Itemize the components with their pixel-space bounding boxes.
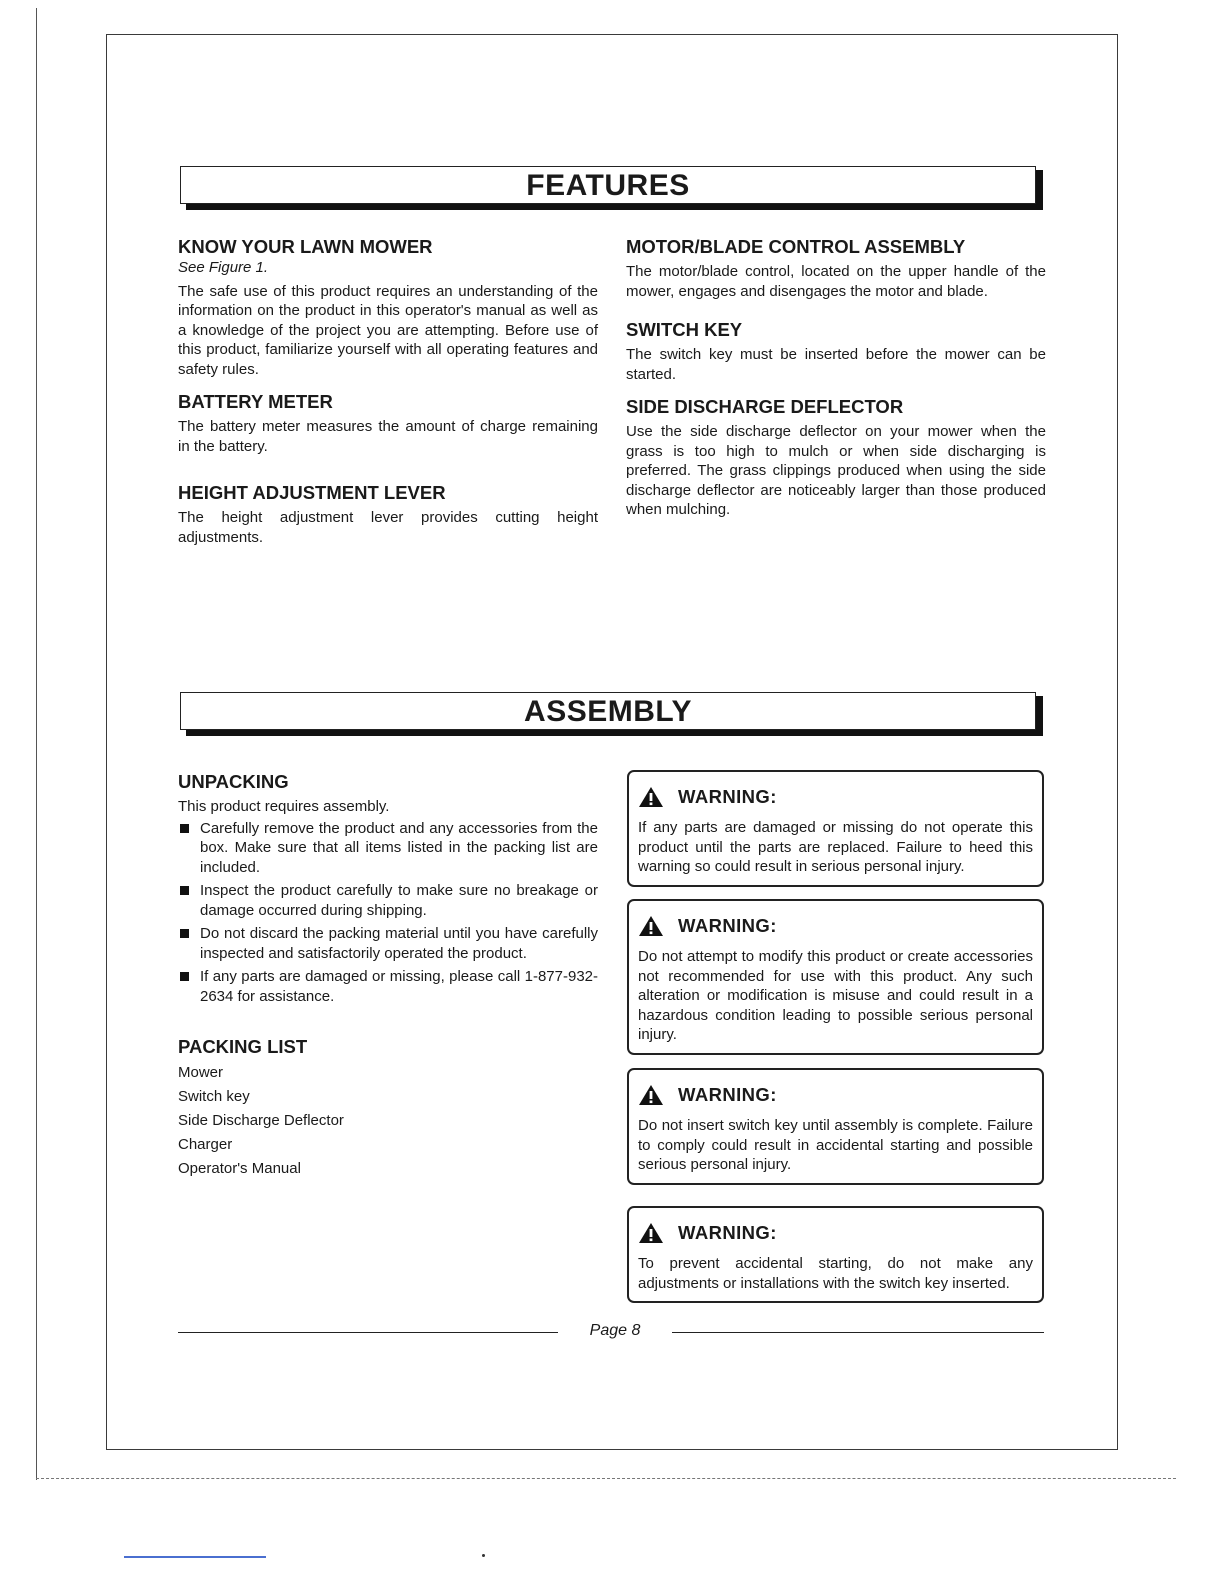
packing-item: Charger	[178, 1136, 233, 1153]
battery-heading: BATTERY METER	[178, 391, 333, 412]
warning-title: WARNING:	[678, 1222, 777, 1243]
warning-triangle-icon	[638, 786, 664, 808]
assembly-banner	[180, 692, 1044, 736]
know-text: The safe use of this product requires an understanding of the information on the product in this operator's manual as well as a knowledge of the project you are attempting. Before use of this product, familiarize yourself with all operating features and safety rules.	[178, 282, 598, 378]
warning-box	[627, 1206, 1044, 1303]
packing-heading: PACKING LIST	[178, 1036, 308, 1057]
warning-text: To prevent accidental starting, do not make any adjustments or installations with the switch key inserted.	[638, 1255, 1033, 1292]
warning-text: If any parts are damaged or missing do not operate this product until the parts are replaced. Failure to heed this warning so could result in serious personal injury.	[638, 819, 1033, 875]
packing-item: Switch key	[178, 1088, 250, 1105]
packing-item: Mower	[178, 1064, 224, 1081]
bullet-square-icon	[180, 929, 189, 938]
scan-dot	[482, 1554, 485, 1557]
scan-edge-left	[36, 8, 37, 1480]
battery-text: The battery meter measures the amount of charge remaining in the battery.	[178, 418, 598, 455]
bullet-square-icon	[180, 824, 189, 833]
packing-item: Side Discharge Deflector	[178, 1112, 344, 1129]
assembly-left-column	[178, 771, 598, 1181]
unpacking-list	[178, 819, 598, 1007]
switch-heading: SWITCH KEY	[626, 319, 743, 340]
know-heading: KNOW YOUR LAWN MOWER	[178, 236, 433, 257]
warning-triangle-icon	[638, 1222, 664, 1244]
side-text: Use the side discharge deflector on your mower when the grass is too high to mulch or when side discharging is preferred. The grass clippings produced when using the side discharge deflector are noticeably larger than those produced when mulching.	[626, 423, 1046, 518]
packing-item: Operator's Manual	[178, 1160, 301, 1177]
warning-triangle-icon	[638, 915, 664, 937]
list-item: Carefully remove the product and any accessories from the box. Make sure that all items listed in the packing list are included.	[178, 819, 598, 878]
warning-title: WARNING:	[678, 786, 777, 807]
warning-box	[627, 899, 1044, 1055]
warning-box	[627, 770, 1044, 887]
unpacking-heading: UNPACKING	[178, 771, 289, 792]
assembly-title: ASSEMBLY	[524, 695, 692, 728]
switch-text: The switch key must be inserted before the mower can be started.	[626, 346, 1046, 383]
height-text: The height adjustment lever provides cutting height adjustments.	[178, 509, 598, 546]
motor-heading: MOTOR/BLADE CONTROL ASSEMBLY	[626, 236, 966, 257]
height-heading: HEIGHT ADJUSTMENT LEVER	[178, 482, 446, 503]
warning-box	[627, 1068, 1044, 1185]
scan-mark	[124, 1556, 266, 1558]
warning-text: Do not insert switch key until assembly is complete. Failure to comply could result in accidental starting and possible serious personal injury.	[638, 1117, 1033, 1173]
warning-triangle-icon	[638, 1084, 664, 1106]
list-item: Inspect the product carefully to make sure no breakage or damage occurred during shipping.	[178, 881, 598, 920]
list-item: Do not discard the packing material until you have carefully inspected and satisfactorily operated the product.	[178, 924, 598, 963]
bullet-square-icon	[180, 886, 189, 895]
features-right-column	[626, 236, 1046, 520]
features-title: FEATURES	[526, 169, 690, 202]
page-number: Page 8	[589, 1322, 641, 1339]
unpacking-intro: This product requires assembly.	[178, 798, 390, 815]
bullet-square-icon	[180, 972, 189, 981]
warning-title: WARNING:	[678, 915, 777, 936]
footer-rule-left	[178, 1332, 558, 1333]
motor-text: The motor/blade control, located on the upper handle of the mower, engages and disengages the motor and blade.	[626, 263, 1046, 300]
features-left-column	[178, 236, 598, 547]
footer-rule-right	[672, 1332, 1044, 1333]
list-item: If any parts are damaged or missing, please call 1-877-932-2634 for assistance.	[178, 967, 598, 1006]
side-heading: SIDE DISCHARGE DEFLECTOR	[626, 396, 904, 417]
scan-edge-bottom	[36, 1478, 1176, 1479]
features-banner	[180, 166, 1044, 210]
warning-text: Do not attempt to modify this product or create accessories not recommended for use with this product. Any such alteration or modification is misuse and could result in a hazardous condition leading to possible serious personal injury.	[638, 948, 1033, 1043]
warning-title: WARNING:	[678, 1084, 777, 1105]
know-figure-ref: See Figure 1.	[178, 259, 269, 276]
